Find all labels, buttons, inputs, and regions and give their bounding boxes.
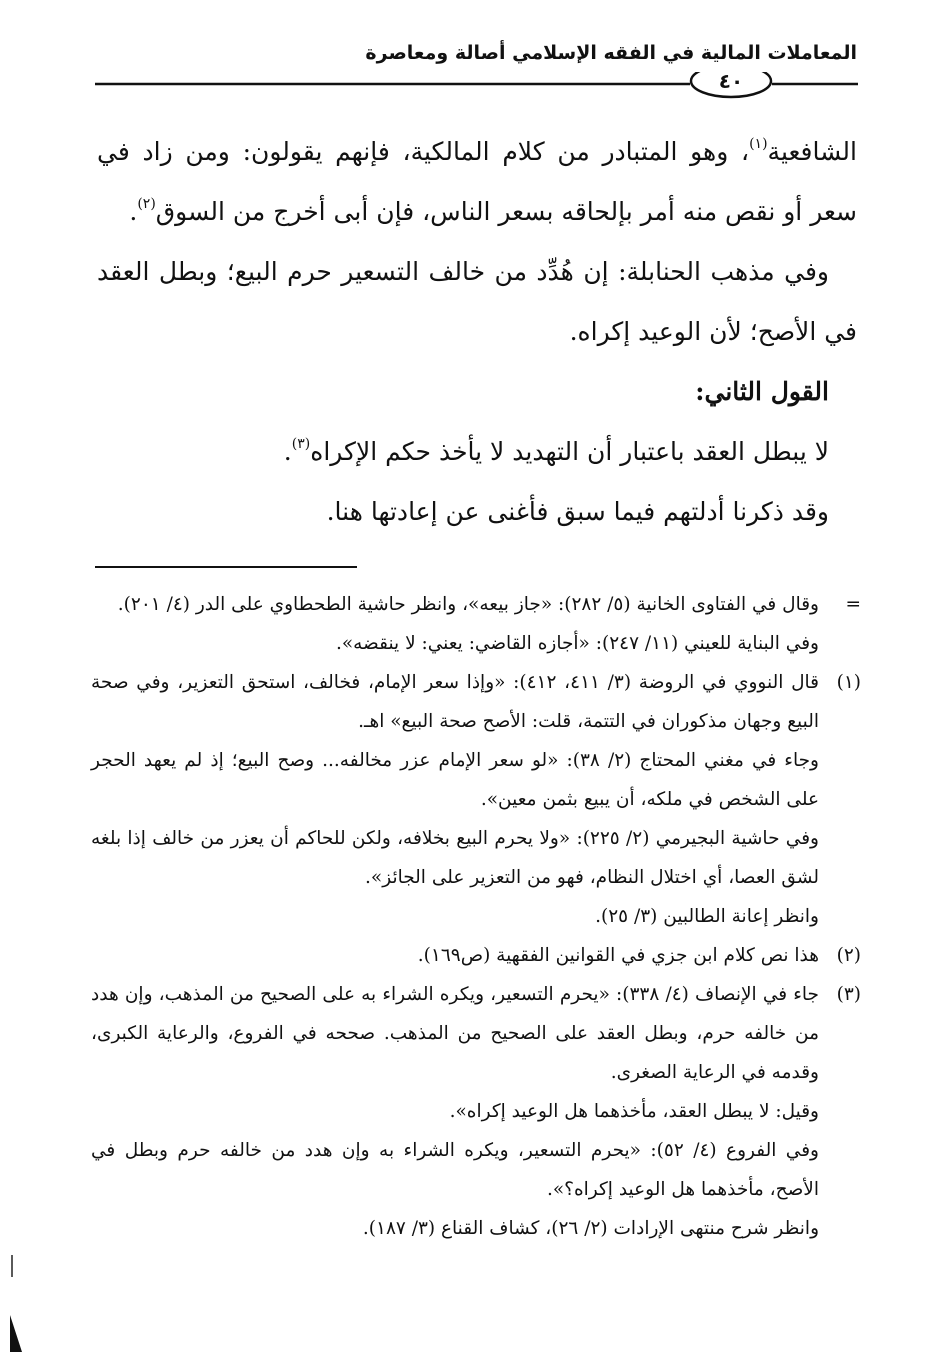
paragraph-1: الشافعية$^{(١)}$، وهو المتبادر من كلام المالكية، فإنهم يقولون: ومن زاد في سعر أو نقص منه أمر بإلحاقه بسعر الناس، فإن أبى أخرج من السوق$^{(٢)}$.: [97, 136, 857, 226]
main-text: [97, 122, 857, 542]
footnote-ref-3: (٣): [291, 436, 311, 452]
footnote-continued: = وقال في الفتاوى الخانية (٥/ ٢٨٢): «جاز بيعه»، وانظر حاشية الطحطاوي على الدر (٤/ ٢٠١). وفي البناية للعيني (١١/ ٢٤٧): «أجازه القاضي: يعني: لا ينقضه».: [91, 585, 861, 663]
footnote-continuation-marker: =: [845, 594, 861, 615]
section-heading: القول الثاني:: [695, 377, 829, 406]
paragraph-2: وفي مذهب الحنابلة: إن هُدِّد من خالف التسعير حرم البيع؛ وبطل العقد في الأصح؛ لأن الوعيد إكراه.: [97, 257, 857, 346]
scan-edge-mark: [6, 1255, 26, 1352]
footnote-ref-1: (١): [749, 136, 768, 152]
footnote-1: (١) قال النووي في الروضة (٣/ ٤١١، ٤١٢): «وإذا سعر الإمام، فخالف، استحق التعزير، وفي صحة البيع وجهان مذكوران في التتمة، قلت: الأصح صحة البيع» اهـ. وجاء في مغني المحتاج (٢/ ٣٨): «لو سعر الإمام عزر مخالفه... وصح البيع؛ إذ لم يعهد الحجر على الشخص في ملكه، أن يبيع بثمن معين». وفي حاشية البجيرمي (٢/ ٢٢٥): «ولا يحرم البيع بخلافه، ولكن للحاكم أن يعزر من خالف إذا بلغه لشق العصا، أي اختلال النظام، فهو من التعزير على الجائز». وانظر إعانة الطالبين (٣/ ٢٥).: [91, 663, 861, 936]
footnote-separator: [95, 566, 357, 568]
footnote-marker: (٣): [836, 984, 861, 1005]
running-header-title: المعاملات المالية في الفقه الإسلامي أصالة ومعاصرة: [365, 42, 857, 64]
paragraph-4: وقد ذكرنا أدلتهم فيما سبق فأغنى عن إعادتها هنا.: [326, 497, 829, 526]
paragraph-3: لا يبطل العقد باعتبار أن التهديد لا يأخذ حكم الإكراه$^{(٣)}$.: [283, 436, 829, 466]
header-rule-with-page-badge: [0, 72, 949, 112]
footnote-marker: (٢): [836, 945, 861, 966]
footnote-ref-2: (٢): [137, 196, 156, 212]
footnotes: [91, 585, 861, 1248]
footnote-2: (٢) هذا نص كلام ابن جزي في القوانين الفقهية (ص١٦٩).: [91, 936, 861, 975]
page-number: ٤٠: [718, 69, 744, 93]
footnote-marker: (١): [836, 672, 861, 693]
footnote-3: (٣) جاء في الإنصاف (٤/ ٣٣٨): «يحرم التسعير، ويكره الشراء به على الصحيح من المذهب، وإن هدد من خالفه حرم، وبطل العقد على الصحيح من المذهب. صححه في الفروع، والرعاية الكبرى، وقدمه في الرعاية الصغرى. وقيل: لا يبطل العقد، مأخذهما هل الوعيد إكراه». وفي الفروع (٤/ ٥٢): «يحرم التسعير، ويكره الشراء به وإن هدد من خالفه حرم وبطل في الأصح، مأخذهما هل الوعيد إكراه؟». وانظر شرح منتهى الإرادات (٢/ ٢٦)، كشاف القناع (٣/ ١٨٧).: [91, 975, 861, 1248]
